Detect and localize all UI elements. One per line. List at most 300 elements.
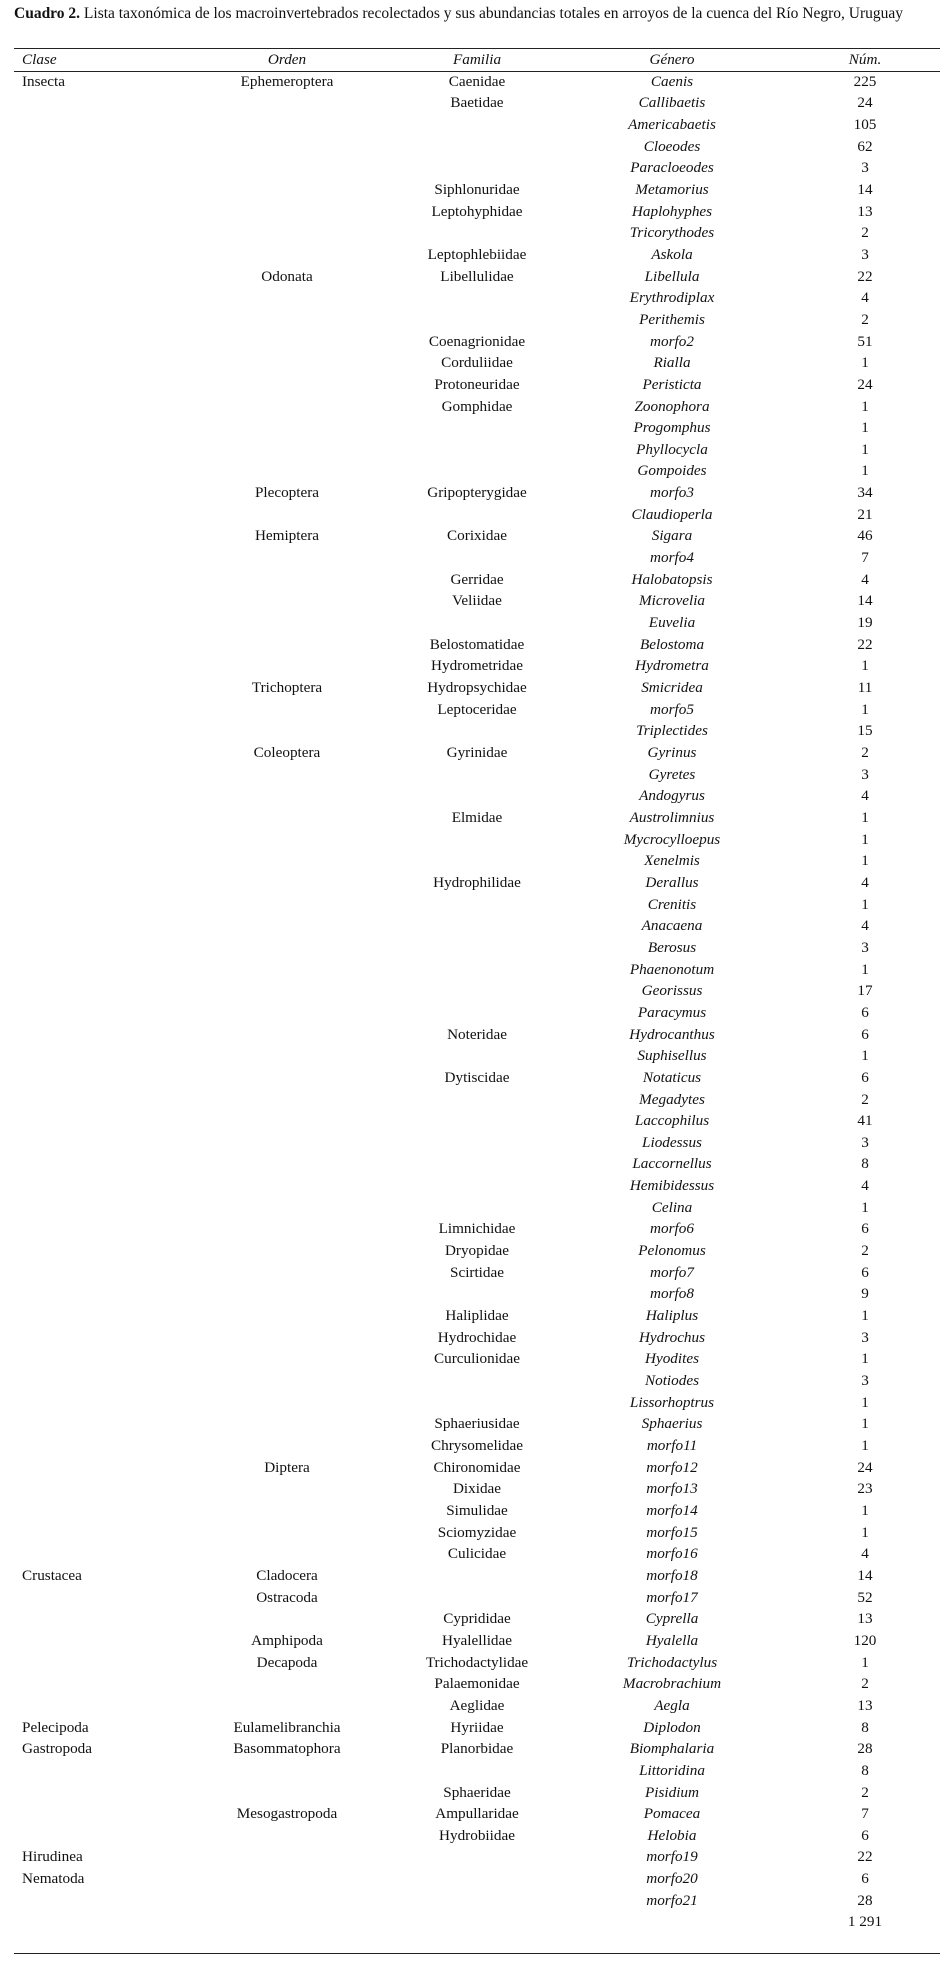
cell-num: 4 [861,1177,869,1195]
cell-num: 14 [857,1566,873,1584]
cell-familia: Protoneuridae [434,375,520,393]
table-row [14,1782,945,1804]
table-row [14,1024,945,1046]
cell-orden [182,1370,392,1392]
caption-text: Lista taxonómica de los macroinvertebrados recolectados y sus abundancias totales en arroyos de la cuenca del Río Negro, Uruguay [83,5,903,22]
cell-clase [14,1825,182,1847]
cell-orden [182,1045,392,1067]
cell-num: 1 [861,1350,869,1368]
cell-num: 41 [857,1112,873,1130]
cell-orden [182,504,392,526]
table-row [14,850,945,872]
cell-familia [392,1868,562,1890]
cell-orden [182,1262,392,1284]
table-row [14,894,945,916]
cell-familia [392,157,562,179]
cell-clase [14,525,182,547]
cell-orden [182,634,392,656]
cell-orden [182,1024,392,1046]
cell-genero: morfo3 [650,484,694,502]
cell-genero: Microvelia [638,592,706,610]
cell-orden [182,872,392,894]
cell-num: 6 [861,1870,869,1888]
cell-num: 8 [861,1718,869,1736]
cell-genero: Notiodes [644,1372,699,1390]
table-row [14,1738,945,1760]
bottom-rule [14,1953,940,1954]
cell-orden: Diptera [264,1458,310,1476]
table-row [14,742,945,764]
cell-genero: Caenis [650,72,694,90]
cell-num: 19 [857,614,873,632]
cell-clase: Nematoda [22,1870,85,1888]
cell-familia: Veliidae [452,592,502,610]
table-row [14,309,945,331]
cell-familia [392,1392,562,1414]
table-row [14,699,945,721]
cell-orden [182,1240,392,1262]
cell-num: 2 [861,1783,869,1801]
cell-familia [392,959,562,981]
cell-orden [182,1327,392,1349]
cell-clase [14,309,182,331]
cell-familia [392,114,562,136]
cell-orden [182,1846,392,1868]
cell-clase [14,590,182,612]
cell-num: 1 [861,657,869,675]
cell-clase [14,915,182,937]
cell-orden [182,1825,392,1847]
cell-genero: Libellula [644,267,700,285]
cell-orden [182,287,392,309]
table-row [14,244,945,266]
cell-clase [14,1413,182,1435]
cell-genero: Berosus [647,938,697,956]
table-row [14,1197,945,1219]
cell-num: 52 [857,1588,873,1606]
cell-orden [182,1911,392,1933]
cell-orden [182,959,392,981]
cell-clase [14,1067,182,1089]
cell-orden: Hemiptera [254,527,320,545]
cell-clase [14,1327,182,1349]
cell-familia [392,1846,562,1868]
cell-familia [392,937,562,959]
cell-num: 105 [853,115,877,133]
cell-num: 21 [857,505,873,523]
cell-num: 22 [857,635,873,653]
cell-genero: morfo12 [646,1458,698,1476]
cell-familia [392,1132,562,1154]
cell-num: 6 [861,1220,869,1238]
cell-clase [14,1132,182,1154]
cell-familia: Belostomatidae [429,635,525,653]
cell-clase [14,1911,182,1933]
cell-genero: Liodessus [642,1133,702,1151]
cell-num: 9 [861,1285,869,1303]
cell-orden [182,1543,392,1565]
cell-orden [182,1002,392,1024]
cell-num: 13 [857,1696,873,1714]
cell-genero: Gyrinus [647,744,697,761]
cell-clase [14,1218,182,1240]
cell-genero: Derallus [645,873,699,891]
cell-genero: Tricorythodes [629,224,715,242]
cell-num: 23 [857,1480,873,1498]
cell-genero: Hyalella [645,1631,699,1649]
cell-familia: Trichodactylidae [425,1653,529,1671]
cell-genero: Hydrochus [638,1328,706,1346]
table-row [14,1218,945,1240]
cell-num: 2 [861,310,869,328]
cell-clase [14,1435,182,1457]
cell-familia [392,1197,562,1219]
cell-clase [14,547,182,569]
cell-orden [182,1760,392,1782]
cell-clase [14,742,182,764]
cell-num: 51 [857,332,873,350]
table-row [14,222,945,244]
cell-num: 7 [861,549,869,567]
cell-genero [562,1911,782,1933]
cell-clase [14,937,182,959]
table-row [14,1392,945,1414]
cell-num: 1 [861,1047,869,1065]
cell-orden [182,1478,392,1500]
cell-genero: Sigara [651,527,693,545]
cell-clase [14,222,182,244]
cell-num: 13 [857,1610,873,1628]
cell-genero: Phyllocycla [636,440,708,458]
cell-orden: Basommatophora [233,1740,341,1758]
cell-genero: Aegla [654,1696,690,1714]
cell-familia [392,1760,562,1782]
cell-num: 1 [861,1437,869,1454]
table-caption [14,4,939,24]
cell-orden [182,460,392,482]
cell-orden [182,937,392,959]
cell-familia: Simulidae [446,1501,508,1519]
table-row [14,1543,945,1565]
cell-clase [14,136,182,158]
cell-clase: Crustacea [22,1566,82,1584]
cell-familia [392,1002,562,1024]
cell-familia [392,1045,562,1067]
table-row [14,1262,945,1284]
cell-orden [182,201,392,223]
cell-num: 3 [861,938,869,956]
cell-clase [14,1587,182,1609]
cell-orden: Cladocera [256,1566,318,1584]
cell-clase [14,1392,182,1414]
table-row [14,807,945,829]
cell-familia [392,222,562,244]
cell-clase [14,764,182,786]
cell-clase [14,1045,182,1067]
cell-orden [182,980,392,1002]
cell-clase [14,807,182,829]
table-row [14,569,945,591]
cell-genero: Celina [651,1198,693,1216]
cell-clase [14,482,182,504]
cell-clase [14,439,182,461]
cell-clase [14,1608,182,1630]
table-row [14,504,945,526]
cell-clase [14,114,182,136]
cell-genero: Zoonophora [634,397,710,415]
table-row [14,1435,945,1457]
cell-num: 4 [861,570,869,588]
cell-clase [14,157,182,179]
cell-orden: Plecoptera [254,484,320,502]
table-row [14,1587,945,1609]
cell-genero: Paracymus [637,1003,707,1021]
cell-orden [182,244,392,266]
cell-num: 1 291 [847,1913,883,1931]
caption-label: Cuadro 2. [14,5,81,22]
cell-clase [14,612,182,634]
cell-num: 1 [861,830,869,848]
cell-orden [182,1413,392,1435]
cell-num: 28 [857,1740,873,1758]
cell-familia [392,915,562,937]
cell-genero: Trichodactylus [626,1653,718,1671]
cell-familia [392,547,562,569]
cell-num: 1 [861,700,869,718]
table-row [14,1002,945,1024]
cell-familia: Hydrochidae [437,1328,517,1346]
cell-clase [14,1890,182,1912]
table-row [14,980,945,1002]
table-row [14,1348,945,1370]
table-row [14,1565,945,1587]
cell-genero: Callibaetis [638,94,706,112]
cell-clase [14,1370,182,1392]
cell-familia: Curculionidae [433,1350,521,1368]
cell-num: 24 [857,1458,873,1476]
cell-num: 4 [861,787,869,805]
cell-num: 1 [861,1501,869,1519]
cell-orden [182,1522,392,1544]
cell-familia: Chrysomelidae [431,1437,523,1454]
cell-genero: Notaticus [642,1068,702,1086]
cell-num: 2 [861,1675,869,1693]
table-row [14,677,945,699]
cell-orden [182,612,392,634]
cell-num: 7 [861,1805,869,1823]
table-row [14,482,945,504]
table-row [14,1305,945,1327]
cell-familia: Palaemonidae [434,1675,520,1693]
table-row [14,1370,945,1392]
cell-genero: Macrobrachium [622,1675,722,1693]
cell-genero: Belostoma [639,635,705,653]
table-row [14,655,945,677]
cell-genero: Hyodites [645,1350,699,1368]
cell-orden [182,1695,392,1717]
cell-genero: Askola [651,245,693,263]
cell-genero: morfo14 [646,1501,698,1519]
cell-orden [182,699,392,721]
table-row [14,547,945,569]
cell-num: 1 [861,1523,869,1541]
cell-orden [182,1500,392,1522]
table-row [14,201,945,223]
cell-orden [182,374,392,396]
cell-familia: Limnichidae [438,1220,516,1238]
cell-clase [14,569,182,591]
cell-orden [182,764,392,786]
cell-orden [182,1890,392,1912]
cell-clase [14,244,182,266]
cell-genero: Perithemis [639,310,705,328]
cell-clase [14,92,182,114]
cell-num: 62 [857,137,873,155]
cell-clase [14,1002,182,1024]
cell-genero: morfo5 [650,700,694,718]
table-row [14,71,945,93]
table-row [14,1478,945,1500]
table-row [14,1240,945,1262]
cell-orden [182,396,392,418]
cell-genero: morfo21 [646,1891,698,1909]
cell-familia: Hydrobiidae [439,1826,515,1844]
table-row [14,1652,945,1674]
cell-num: 1 [861,1653,869,1671]
cell-orden: Decapoda [256,1653,318,1671]
table-row [14,1911,945,1933]
cell-clase [14,1803,182,1825]
cell-num: 3 [861,1328,869,1346]
cell-genero: Diplodon [643,1718,701,1736]
cell-genero: Laccophilus [634,1112,710,1130]
cell-num: 1 [861,1307,869,1325]
table-row [14,1110,945,1132]
cell-orden [182,590,392,612]
cell-familia: Gomphidae [441,397,513,415]
cell-orden [182,655,392,677]
cell-clase [14,287,182,309]
cell-orden [182,92,392,114]
cell-num: 1 [861,1415,869,1433]
header-orden: Orden [267,51,307,68]
cell-orden [182,1132,392,1154]
cell-orden [182,1175,392,1197]
cell-num: 1 [861,397,869,415]
cell-clase [14,1283,182,1305]
cell-familia: Aeglidae [449,1696,505,1714]
table-row [14,92,945,114]
cell-clase [14,1673,182,1695]
cell-genero: morfo2 [650,332,694,350]
cell-genero: Littoridina [639,1761,705,1779]
cell-orden [182,114,392,136]
cell-familia: Elmidae [451,808,503,826]
cell-familia [392,1110,562,1132]
cell-genero: morfo8 [650,1285,694,1303]
table-row [14,1717,945,1739]
cell-num: 28 [857,1891,873,1909]
cell-genero: Lissorhoptrus [629,1393,715,1411]
cell-clase [14,1089,182,1111]
cell-familia [392,504,562,526]
cell-familia: Planorbidae [440,1740,514,1758]
cell-familia [392,894,562,916]
cell-clase [14,1522,182,1544]
cell-orden [182,1782,392,1804]
cell-num: 6 [861,1826,869,1844]
cell-num: 1 [861,419,869,437]
table-row [14,959,945,981]
cell-clase [14,179,182,201]
cell-genero: Erythrodiplax [629,289,715,307]
cell-genero: Triplectides [636,722,708,740]
table-row [14,157,945,179]
cell-genero: Gyretes [648,765,696,783]
cell-familia: Hydrometridae [431,657,523,675]
cell-clase [14,1153,182,1175]
table-row [14,374,945,396]
cell-orden [182,1608,392,1630]
cell-clase: Gastropoda [22,1740,93,1758]
cell-genero: Haliplus [645,1307,699,1325]
cell-familia: Gripopterygidae [427,484,527,502]
table-row [14,590,945,612]
table-row [14,460,945,482]
cell-orden [182,850,392,872]
cell-orden [182,1110,392,1132]
cell-familia [392,287,562,309]
cell-clase [14,266,182,288]
cell-orden [182,352,392,374]
cell-genero: Sphaerius [641,1415,703,1433]
cell-genero: Peristicta [642,375,702,393]
table-row [14,1500,945,1522]
cell-familia [392,1370,562,1392]
cell-familia [392,785,562,807]
cell-num: 17 [857,982,873,1000]
cell-clase [14,1630,182,1652]
cell-orden [182,894,392,916]
cell-clase [14,1695,182,1717]
cell-genero: morfo13 [646,1480,698,1498]
header-row [14,49,945,71]
cell-clase [14,1478,182,1500]
cell-genero: morfo7 [650,1263,694,1281]
cell-orden [182,1218,392,1240]
cell-orden [182,547,392,569]
cell-clase [14,1197,182,1219]
cell-familia: Dryopidae [444,1242,510,1260]
cell-num: 8 [861,1761,869,1779]
cell-num: 1 [861,960,869,978]
cell-familia: Hyalellidae [442,1631,512,1649]
cell-num: 1 [861,1198,869,1216]
table-row [14,1327,945,1349]
cell-genero: Halobatopsis [631,570,713,588]
cell-genero: Crenitis [647,895,697,913]
cell-orden [182,1392,392,1414]
cell-genero: Metamorius [635,180,709,198]
cell-orden [182,1067,392,1089]
cell-orden [182,569,392,591]
table-row [14,396,945,418]
cell-familia [392,1089,562,1111]
cell-familia: Gerridae [450,570,504,588]
table-row [14,1067,945,1089]
cell-num: 6 [861,1003,869,1021]
cell-genero: Cyprella [645,1610,699,1628]
